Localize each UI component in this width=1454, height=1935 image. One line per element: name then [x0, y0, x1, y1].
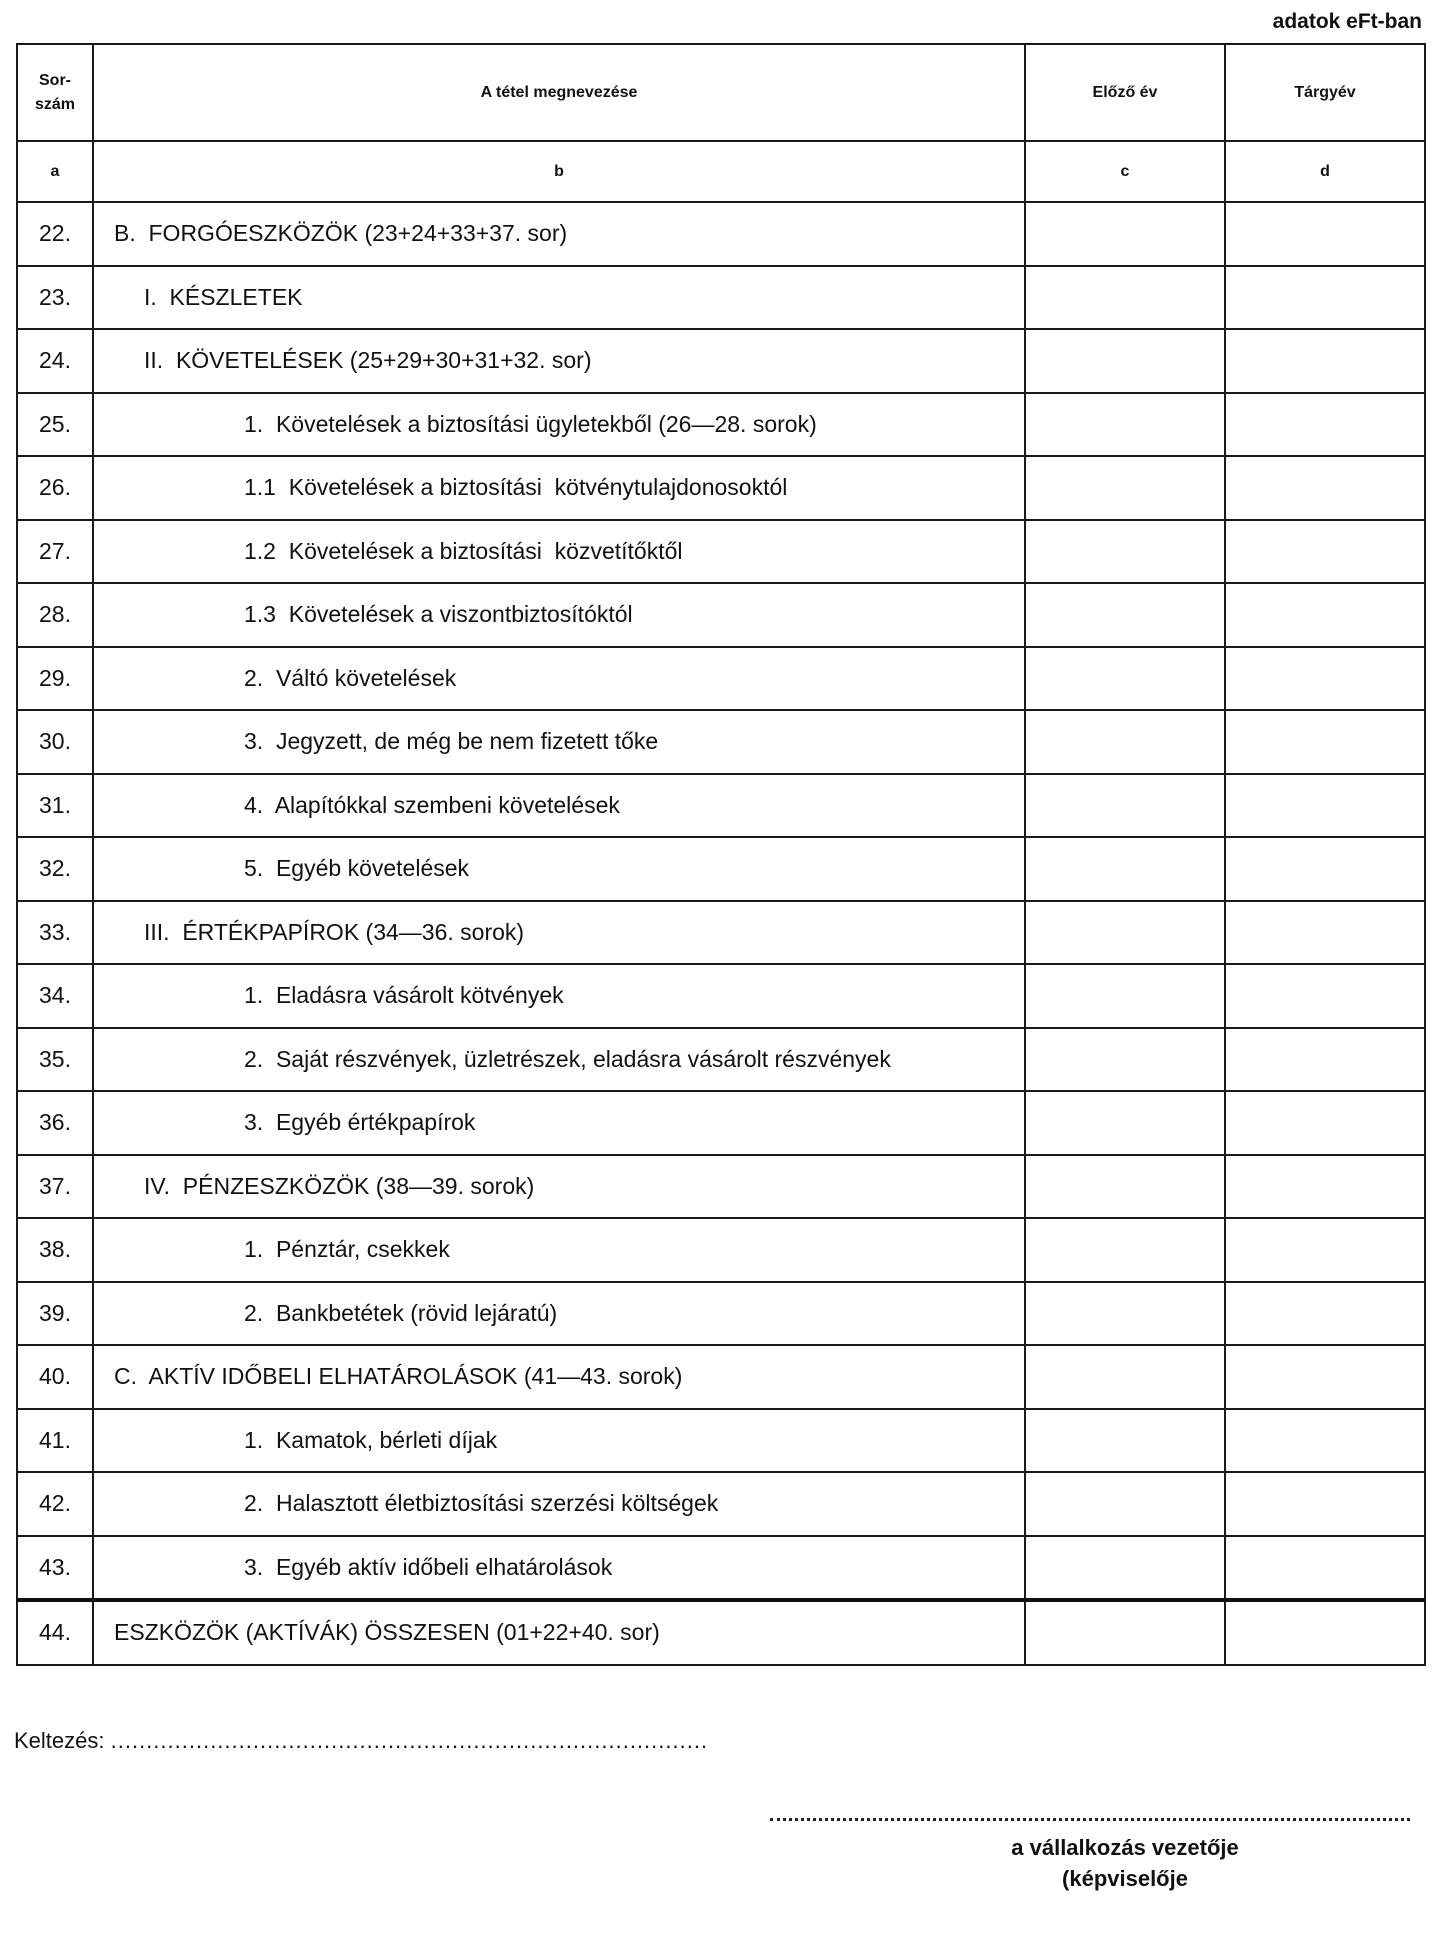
current-year-cell[interactable] [1225, 393, 1425, 457]
item-name: 1.3 Követelések a viszontbiztosítóktól [93, 583, 1025, 647]
row-number: 23. [17, 266, 93, 330]
row-number: 30. [17, 710, 93, 774]
previous-year-cell[interactable] [1025, 1409, 1225, 1473]
previous-year-cell[interactable] [1025, 647, 1225, 711]
item-name: 2. Bankbetétek (rövid lejáratú) [93, 1282, 1025, 1346]
row-number: 40. [17, 1345, 93, 1409]
previous-year-cell[interactable] [1025, 456, 1225, 520]
signature-caption [900, 1832, 1350, 1894]
row-number: 44. [17, 1600, 93, 1665]
header-current-year: Tárgyév [1225, 44, 1425, 141]
table-row [17, 1536, 1425, 1601]
row-number: 33. [17, 901, 93, 965]
current-year-cell[interactable] [1225, 647, 1425, 711]
previous-year-cell[interactable] [1025, 837, 1225, 901]
previous-year-cell[interactable] [1025, 266, 1225, 330]
current-year-cell[interactable] [1225, 266, 1425, 330]
column-letter-a: a [17, 141, 93, 202]
current-year-cell[interactable] [1225, 964, 1425, 1028]
row-number: 34. [17, 964, 93, 1028]
previous-year-cell[interactable] [1025, 1472, 1225, 1536]
previous-year-cell[interactable] [1025, 202, 1225, 266]
column-letter-b: b [93, 141, 1025, 202]
current-year-cell[interactable] [1225, 202, 1425, 266]
item-name: 1. Követelések a biztosítási ügyletekből (26—28. sorok) [93, 393, 1025, 457]
date-field[interactable] [14, 1728, 708, 1754]
current-year-cell[interactable] [1225, 1536, 1425, 1601]
item-name: 3. Egyéb aktív időbeli elhatárolások [93, 1536, 1025, 1601]
table-row [17, 202, 1425, 266]
current-year-cell[interactable] [1225, 710, 1425, 774]
table-row [17, 1345, 1425, 1409]
previous-year-cell[interactable] [1025, 774, 1225, 838]
previous-year-cell[interactable] [1025, 1218, 1225, 1282]
item-name: 2. Saját részvények, üzletrészek, eladásra vásárolt részvények [93, 1028, 1025, 1092]
table-row [17, 1472, 1425, 1536]
row-number: 38. [17, 1218, 93, 1282]
previous-year-cell[interactable] [1025, 583, 1225, 647]
previous-year-cell[interactable] [1025, 393, 1225, 457]
table-row [17, 1409, 1425, 1473]
signature-title: a vállalkozás vezetője [1011, 1835, 1239, 1860]
current-year-cell[interactable] [1225, 1345, 1425, 1409]
item-name: 1.1 Követelések a biztosítási kötvénytulajdonosoktól [93, 456, 1025, 520]
item-name: 4. Alapítókkal szembeni követelések [93, 774, 1025, 838]
table-row [17, 1218, 1425, 1282]
table-row [17, 1091, 1425, 1155]
row-number: 27. [17, 520, 93, 584]
current-year-cell[interactable] [1225, 329, 1425, 393]
previous-year-cell[interactable] [1025, 1282, 1225, 1346]
unit-note: adatok eFt-ban [1272, 10, 1422, 33]
previous-year-cell[interactable] [1025, 1028, 1225, 1092]
current-year-cell[interactable] [1225, 1155, 1425, 1219]
previous-year-cell[interactable] [1025, 1536, 1225, 1601]
item-name: 1. Pénztár, csekkek [93, 1218, 1025, 1282]
table-row [17, 456, 1425, 520]
row-number: 28. [17, 583, 93, 647]
item-name: 3. Jegyzett, de még be nem fizetett tőke [93, 710, 1025, 774]
column-letter-c: c [1025, 141, 1225, 202]
item-name: 5. Egyéb követelések [93, 837, 1025, 901]
previous-year-cell[interactable] [1025, 1345, 1225, 1409]
table-row [17, 710, 1425, 774]
item-name: B. FORGÓESZKÖZÖK (23+24+33+37. sor) [93, 202, 1025, 266]
item-name: I. KÉSZLETEK [93, 266, 1025, 330]
previous-year-cell[interactable] [1025, 964, 1225, 1028]
item-name: IV. PÉNZESZKÖZÖK (38—39. sorok) [93, 1155, 1025, 1219]
item-name: 2. Halasztott életbiztosítási szerzési költségek [93, 1472, 1025, 1536]
item-name: 1.2 Követelések a biztosítási közvetítőktől [93, 520, 1025, 584]
table-row [17, 647, 1425, 711]
row-number: 35. [17, 1028, 93, 1092]
row-number: 25. [17, 393, 93, 457]
table-row [17, 266, 1425, 330]
table-row [17, 1600, 1425, 1665]
row-number: 43. [17, 1536, 93, 1601]
table-row [17, 901, 1425, 965]
item-name: III. ÉRTÉKPAPÍROK (34—36. sorok) [93, 901, 1025, 965]
table-row [17, 964, 1425, 1028]
header-row [17, 44, 1425, 141]
previous-year-cell[interactable] [1025, 901, 1225, 965]
table-row [17, 1282, 1425, 1346]
signature-subtitle: (képviselője [1062, 1866, 1188, 1891]
current-year-cell[interactable] [1225, 456, 1425, 520]
row-number: 24. [17, 329, 93, 393]
current-year-cell[interactable] [1225, 1028, 1425, 1092]
signature-line[interactable] [770, 1818, 1410, 1821]
row-number: 22. [17, 202, 93, 266]
row-number: 29. [17, 647, 93, 711]
current-year-cell[interactable] [1225, 837, 1425, 901]
current-year-cell[interactable] [1225, 1282, 1425, 1346]
current-year-cell[interactable] [1225, 1472, 1425, 1536]
table-row [17, 1155, 1425, 1219]
previous-year-cell[interactable] [1025, 1091, 1225, 1155]
row-number: 39. [17, 1282, 93, 1346]
row-number: 37. [17, 1155, 93, 1219]
header-row-number: Sor- szám [17, 44, 93, 141]
date-label: Keltezés: [14, 1728, 105, 1753]
previous-year-cell[interactable] [1025, 1600, 1225, 1665]
current-year-cell[interactable] [1225, 1218, 1425, 1282]
current-year-cell[interactable] [1225, 520, 1425, 584]
column-letter-d: d [1225, 141, 1425, 202]
previous-year-cell[interactable] [1025, 710, 1225, 774]
row-number: 42. [17, 1472, 93, 1536]
item-name: 3. Egyéb értékpapírok [93, 1091, 1025, 1155]
column-letter-row [17, 141, 1425, 202]
table-row [17, 774, 1425, 838]
row-number: 26. [17, 456, 93, 520]
date-dots: .................................................................................... [110, 1728, 709, 1753]
row-number: 41. [17, 1409, 93, 1473]
item-name: ESZKÖZÖK (AKTÍVÁK) ÖSSZESEN (01+22+40. sor) [93, 1600, 1025, 1665]
previous-year-cell[interactable] [1025, 1155, 1225, 1219]
table-row [17, 583, 1425, 647]
item-name: 1. Kamatok, bérleti díjak [93, 1409, 1025, 1473]
current-year-cell[interactable] [1225, 1409, 1425, 1473]
row-number: 32. [17, 837, 93, 901]
header-previous-year: Előző év [1025, 44, 1225, 141]
current-year-cell[interactable] [1225, 901, 1425, 965]
previous-year-cell[interactable] [1025, 329, 1225, 393]
row-number: 36. [17, 1091, 93, 1155]
current-year-cell[interactable] [1225, 583, 1425, 647]
current-year-cell[interactable] [1225, 1091, 1425, 1155]
item-name: 1. Eladásra vásárolt kötvények [93, 964, 1025, 1028]
previous-year-cell[interactable] [1025, 520, 1225, 584]
table-row [17, 393, 1425, 457]
balance-sheet-table [16, 43, 1426, 1666]
current-year-cell[interactable] [1225, 774, 1425, 838]
header-item-name: A tétel megnevezése [93, 44, 1025, 141]
current-year-cell[interactable] [1225, 1600, 1425, 1665]
row-number: 31. [17, 774, 93, 838]
item-name: 2. Váltó követelések [93, 647, 1025, 711]
table-row [17, 329, 1425, 393]
table-row [17, 1028, 1425, 1092]
table-row [17, 837, 1425, 901]
item-name: C. AKTÍV IDŐBELI ELHATÁROLÁSOK (41—43. sorok) [93, 1345, 1025, 1409]
table-row [17, 520, 1425, 584]
item-name: II. KÖVETELÉSEK (25+29+30+31+32. sor) [93, 329, 1025, 393]
